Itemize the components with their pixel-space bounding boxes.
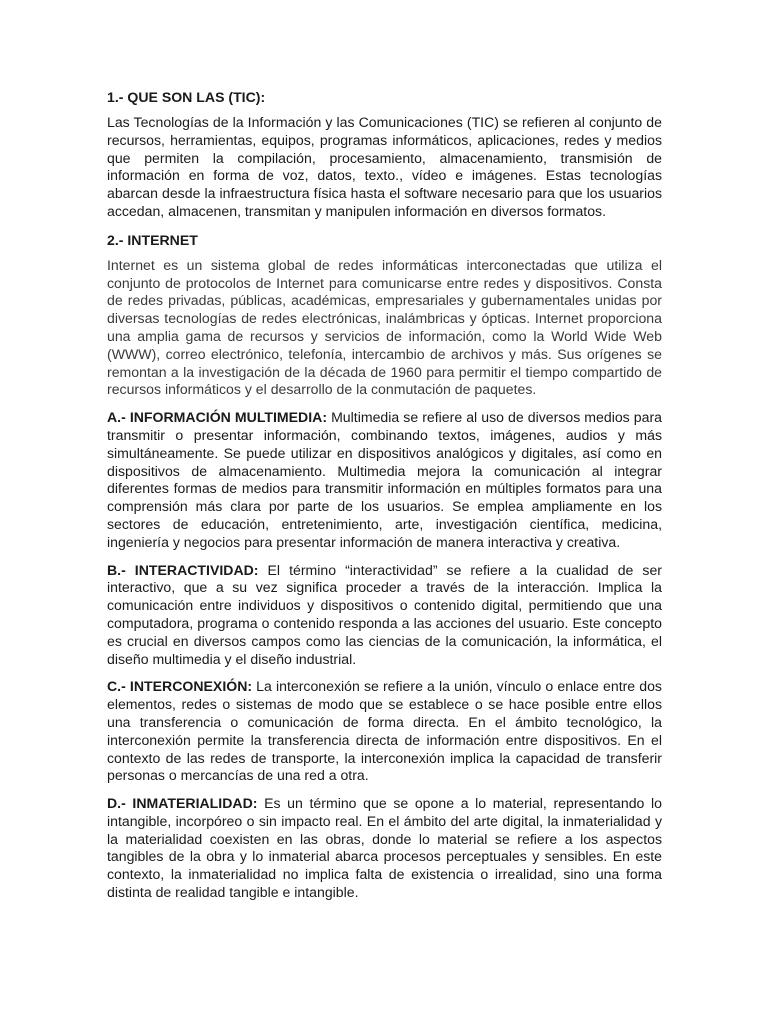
text-interactividad: El término “interactividad” se refiere a la cualidad de ser interactivo, que a su vez significa proceder a través de la interacción. Implica la comunicación entre individuos y dispositivos o contenido digital, permitiendo que una computadora, programa o contenido responda a las acciones del usuario. Este concepto es crucial en diversos campos como las ciencias de la comunicación, la informática, el diseño multimedia y el diseño industrial.	[107, 561, 662, 667]
paragraph-tic: Las Tecnologías de la Información y las Comunicaciones (TIC) se refieren al conjunto de recursos, herramientas, equipos, programas informáticos, aplicaciones, redes y medios que permiten la compilación, procesamiento, almacenamiento, transmisión de información en forma de voz, datos, texto., vídeo e imágenes. Estas tecnologías abarcan desde la infraestructura física hasta el software necesario para que los usuarios accedan, almacenen, transmitan y manipulen información en diversos formatos.	[107, 114, 662, 219]
label-inmaterialidad: D.- INMATERIALIDAD:	[107, 795, 258, 812]
label-interactividad: B.- INTERACTIVIDAD:	[107, 561, 259, 578]
document-body	[107, 88, 662, 912]
paragraph-interactividad	[107, 562, 662, 669]
text-interconexion: La interconexión se refiere a la unión, vínculo o enlace entre dos elementos, redes o sistemas de modo que se establece o se hace posible entre ellos una transferencia o comunicación de forma directa. En el ámbito tecnológico, la interconexión permite la transferencia directa de información entre dispositivos. En el contexto de las redes de transporte, la interconexión implica la capacidad de transferir personas o mercancías de una red a otra.	[107, 678, 662, 784]
text-inmaterialidad: Es un término que se opone a lo material, representando lo intangible, incorpóreo o sin impacto real. En el ámbito del arte digital, la inmaterialidad y la materialidad coexisten en las obras, donde lo material se refiere a los aspectos tangibles de la obra y lo inmaterial abarca procesos perceptuales y sensibles. En este contexto, la inmaterialidad no implica falta de existencia o irrealidad, sino una forma distinta de realidad tangible e intangible.	[107, 795, 662, 901]
label-interconexion: C.- INTERCONEXIÓN:	[107, 678, 253, 695]
section-heading-tic: 1.- QUE SON LAS (TIC):	[107, 89, 266, 105]
paragraph-inmaterialidad	[107, 795, 662, 902]
label-multimedia: A.- INFORMACIÓN MULTIMEDIA:	[107, 409, 328, 426]
paragraph-interconexion	[107, 678, 662, 785]
section-heading-internet: 2.- INTERNET	[107, 231, 198, 248]
paragraph-multimedia	[107, 409, 662, 551]
paragraph-internet: Internet es un sistema global de redes informáticas interconectadas que utiliza el conjunto de protocolos de Internet para comunicarse entre redes y dispositivos. Consta de redes privadas, públicas, académicas, empresariales y gubernamentales unidas por diversas tecnologías de redes electrónicas, inalámbricas y ópticas. Internet proporciona una amplia gama de recursos y servicios de información, como la World Wide Web (WWW), correo electrónico, telefonía, intercambio de archivos y más. Sus orígenes se remontan a la investigación de la década de 1960 para permitir el tiempo compartido de recursos informáticos y el desarrollo de la conmutación de paquetes.	[107, 256, 662, 398]
text-multimedia: Multimedia se refiere al uso de diversos medios para transmitir o presentar información, combinando textos, imágenes, audios y más simultáneamente. Se puede utilizar en dispositivos analógicos y digitales, así como en dispositivos de almacenamiento. Multimedia mejora la comunicación al integrar diferentes formas de medios para transmitir información en múltiples formatos para una comprensión más clara por parte de los usuarios. Se emplea ampliamente en los sectores de educación, entretenimiento, arte, investigación científica, medicina, ingeniería y negocios para presentar información de manera interactiva y creativa.	[107, 409, 662, 550]
